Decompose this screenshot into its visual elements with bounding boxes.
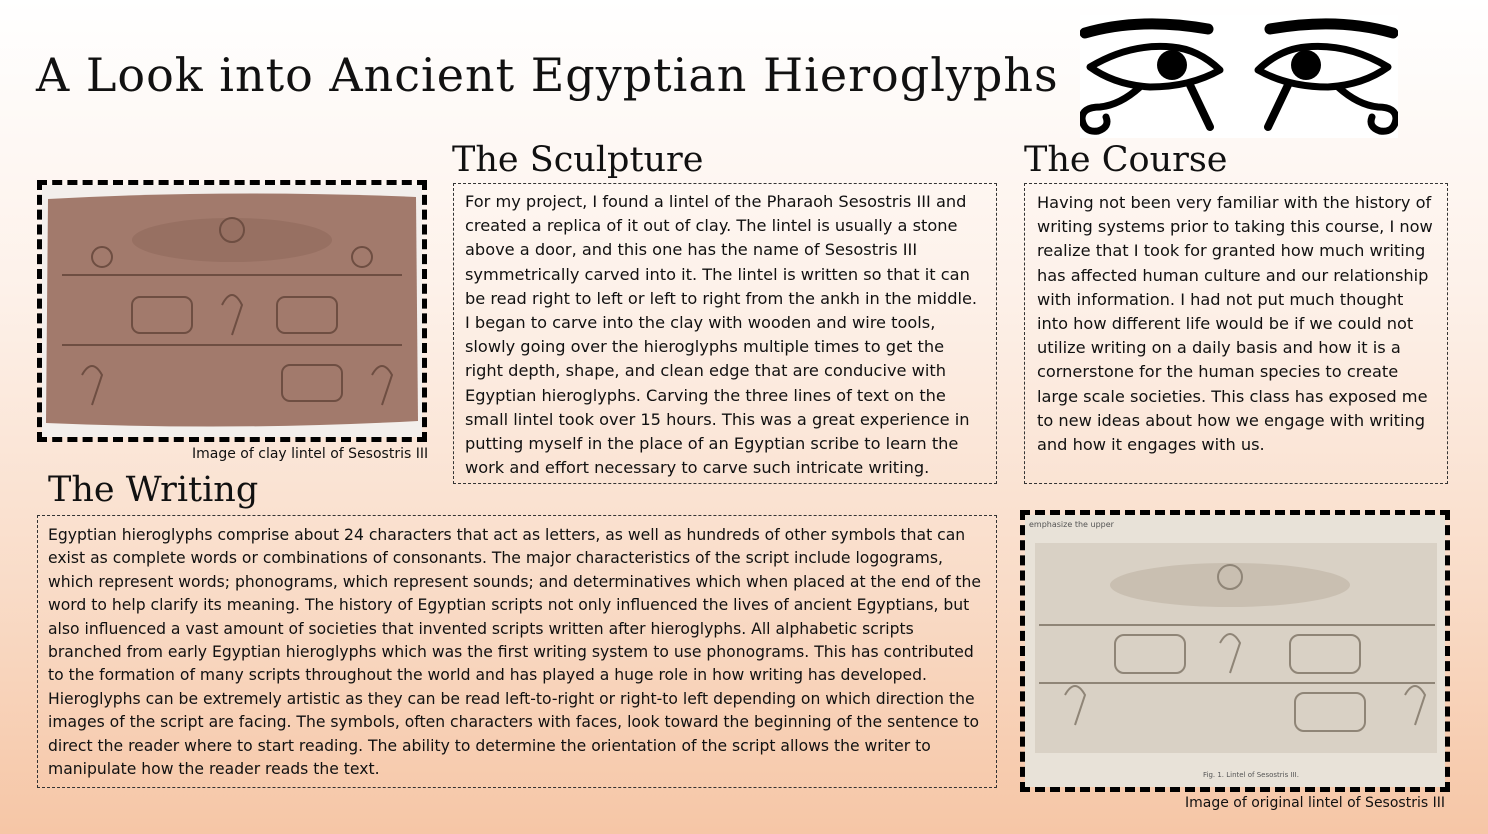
original-lintel-photo [1020,510,1450,792]
original-photo-figure-caption: Fig. 1. Lintel of Sesostris III. [1203,771,1299,779]
eye-of-horus-icon [1082,24,1220,131]
writing-heading: The Writing [48,470,259,510]
sculpture-text-box [453,183,997,484]
course-body: Having not been very familiar with the history of writing systems prior to taking this course, I now realize that I took for granted how much writing has affected human culture and our relationship with information. I had not put much thought into how different life would be if we could not utilize writing on a daily basis and how it is a cornerstone for the human species to create large scale societies. This class has exposed me to new ideas about how we engage with writing and how it engages with us. [1037,193,1433,455]
course-text-box [1024,183,1448,484]
clay-lintel-caption: Image of clay lintel of Sesostris III [192,446,429,462]
eye-of-horus-icon [1258,24,1396,131]
page-title: A Look into Ancient Egyptian Hieroglyphs [36,48,1059,102]
sculpture-heading: The Sculpture [452,140,704,180]
eye-of-horus-logo [1080,15,1398,138]
original-photo-top-text: emphasize the upper [1029,520,1114,529]
writing-body: Egyptian hieroglyphs comprise about 24 characters that act as letters, as well as hundreds of other symbols that can exist as complete words or combinations of consonants. The major characteristics of the script include logograms, which represent words; phonograms, which represent sounds; and determinatives which when placed at the end of the word to help clarify its meaning. The history of Egyptian scripts not only influenced the lives of ancient Egyptians, but also influenced a vast amount of societies that invented scripts written after hieroglyphs. All alphabetic scripts branched from early Egyptian hieroglyphs which was the first writing system to use phonograms. This has contributed to the formation of many scripts throughout the world and has played a huge role in how writing has developed. Hieroglyphs can be extremely artistic as they can be read left-to-right or right-to left depending on which direction the images of the script are facing. The symbols, often characters with faces, look toward the beginning of the sentence to direct the reader where to start reading. The ability to determine the orientation of the script allows the writer to manipulate how the reader reads the text. [48,526,982,779]
original-lintel-caption: Image of original lintel of Sesostris III [1185,795,1445,811]
course-heading: The Course [1024,140,1228,180]
clay-lintel-photo [37,180,427,442]
sculpture-body: For my project, I found a lintel of the Pharaoh Sesostris III and created a replica of it out of clay. The lintel is usually a stone above a door, and this one has the name of Sesostris III symmetrically carved into it. The lintel is written so that it can be read right to left or left to right from the ankh in the middle. I began to carve into the clay with wooden and wire tools, slowly going over the hieroglyphs multiple times to get the right depth, shape, and clean edge that are conducive with Egyptian hieroglyphs. Carving the three lines of text on the small lintel took over 15 hours. This was a great experience in putting myself in the place of an Egyptian scribe to learn the work and effort necessary to carve such intricate writing. [465,192,978,478]
writing-text-box [37,515,997,788]
